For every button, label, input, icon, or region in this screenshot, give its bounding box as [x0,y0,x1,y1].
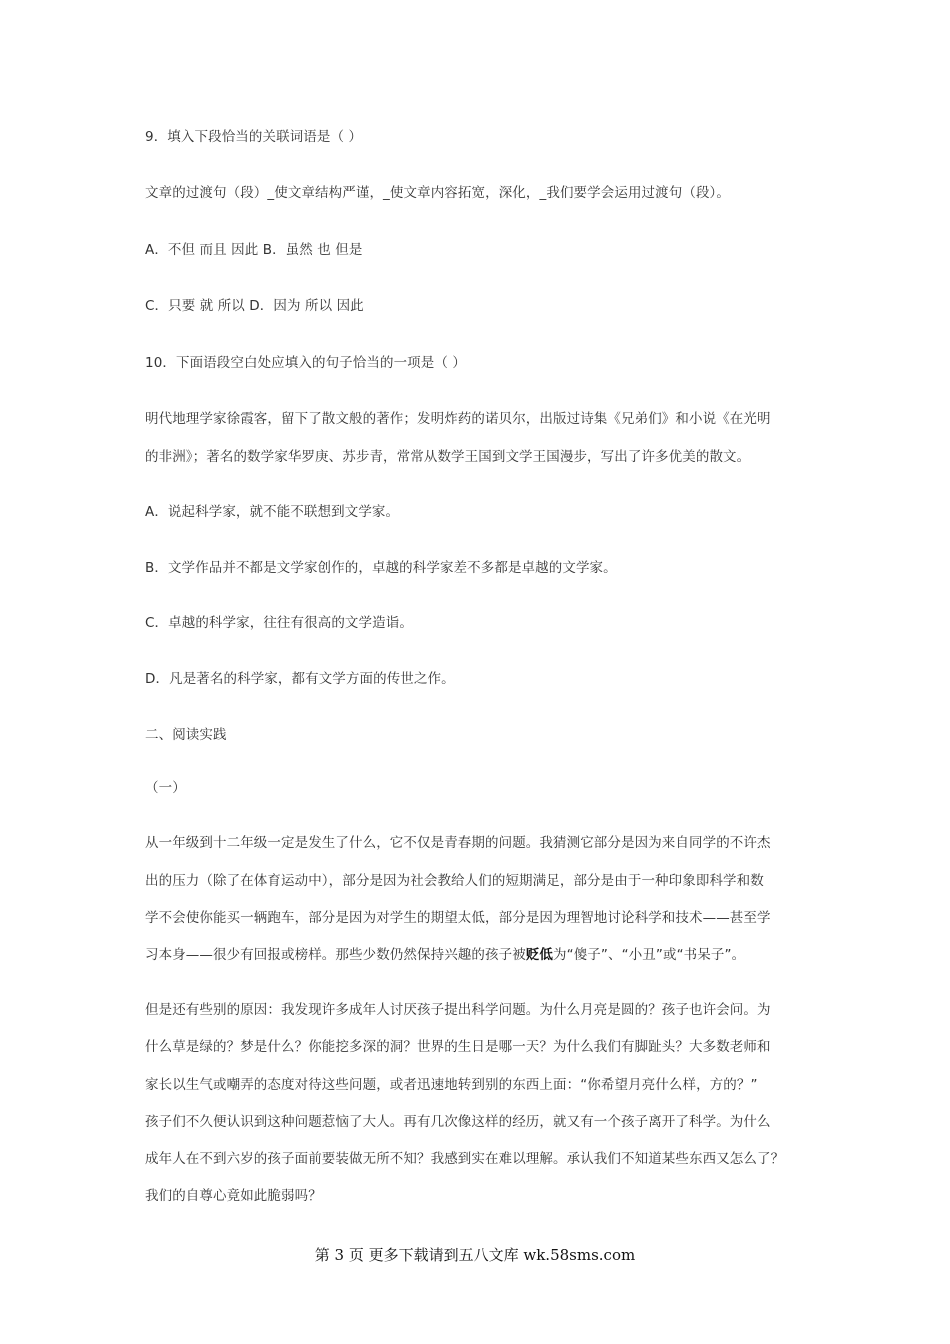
q10-title: 10．下面语段空白处应填入的句子恰当的一项是（ ） [145,355,466,371]
para2-line-5: 成年人在不到六岁的孩子面前要装做无所不知？我感到实在难以理解。承认我们不知道某些东西又怎么了？ [145,1151,785,1167]
para1-line-4-before: 习本身——很少有回报或榜样。那些少数仍然保持兴趣的孩子被 [145,947,526,963]
q9-options-cd: C．只要 就 所以 D．因为 所以 因此 [145,298,364,314]
para1-line-3: 学不会使你能买一辆跑车，部分是因为对学生的期望太低，部分是因为理智地讨论科学和技术——甚至学 [145,910,771,926]
para1-line-1: 从一年级到十二年级一定是发生了什么，它不仅是青春期的问题。我猜测它部分是因为来自同学的不许杰 [145,835,771,851]
para2-line-2: 什么草是绿的？梦是什么？你能挖多深的洞？世界的生日是哪一天？为什么我们有脚趾头？大多数老师和 [145,1039,771,1055]
q9-passage: 文章的过渡句（段）_使文章结构严谨，_使文章内容拓宽，深化，_我们要学会运用过渡句（段）。 [145,185,730,201]
q10-option-d: D．凡是著名的科学家，都有文学方面的传世之作。 [145,671,455,687]
para2-line-1: 但是还有些别的原因：我发现许多成年人讨厌孩子提出科学问题。为什么月亮是圆的？孩子也许会问。为 [145,1002,771,1018]
page-footer: 第 3 页 更多下载请到五八文库 wk.58sms.com [314,1246,636,1264]
para2-line-6: 我们的自尊心竟如此脆弱吗？ [145,1188,322,1204]
section-subheading: （一） [145,780,186,796]
para2-line-3: 家长以生气或嘲弄的态度对待这些问题，或者迅速地转到别的东西上面：“你希望月亮什么样，方的？” [145,1077,758,1093]
para1-line-2: 出的压力（除了在体育运动中），部分是因为社会教给人们的短期满足，部分是由于一种印象即科学和数 [145,873,764,889]
para2-line-4: 孩子们不久便认识到这种问题惹恼了大人。再有几次像这样的经历，就又有一个孩子离开了科学。为什么 [145,1114,771,1130]
q9-title: 9．填入下段恰当的关联词语是（ ） [145,129,363,145]
q9-options-ab: A．不但 而且 因此 B．虽然 也 但是 [145,242,363,258]
q10-passage-line-2: 的非洲》；著名的数学家华罗庚、苏步青，常常从数学王国到文学王国漫步，写出了许多优美的散文。 [145,449,751,465]
para1-line-4-after: 为“傻子”、“小丑”或“书呆子”。 [553,947,746,963]
q10-option-c: C．卓越的科学家，往往有很高的文学造诣。 [145,615,413,631]
para1-emphasized-word: 贬低 [525,947,554,963]
section-heading: 二、阅读实践 [145,727,227,743]
q10-option-a: A．说起科学家，就不能不联想到文学家。 [145,504,400,520]
q10-passage-line-1: 明代地理学家徐霞客，留下了散文般的著作；发明炸药的诺贝尔，出版过诗集《兄弟们》和小说《在光明 [145,411,771,427]
para1-line-4 [145,945,825,965]
q10-option-b: B．文学作品并不都是文学家创作的，卓越的科学家差不多都是卓越的文学家。 [145,560,617,576]
